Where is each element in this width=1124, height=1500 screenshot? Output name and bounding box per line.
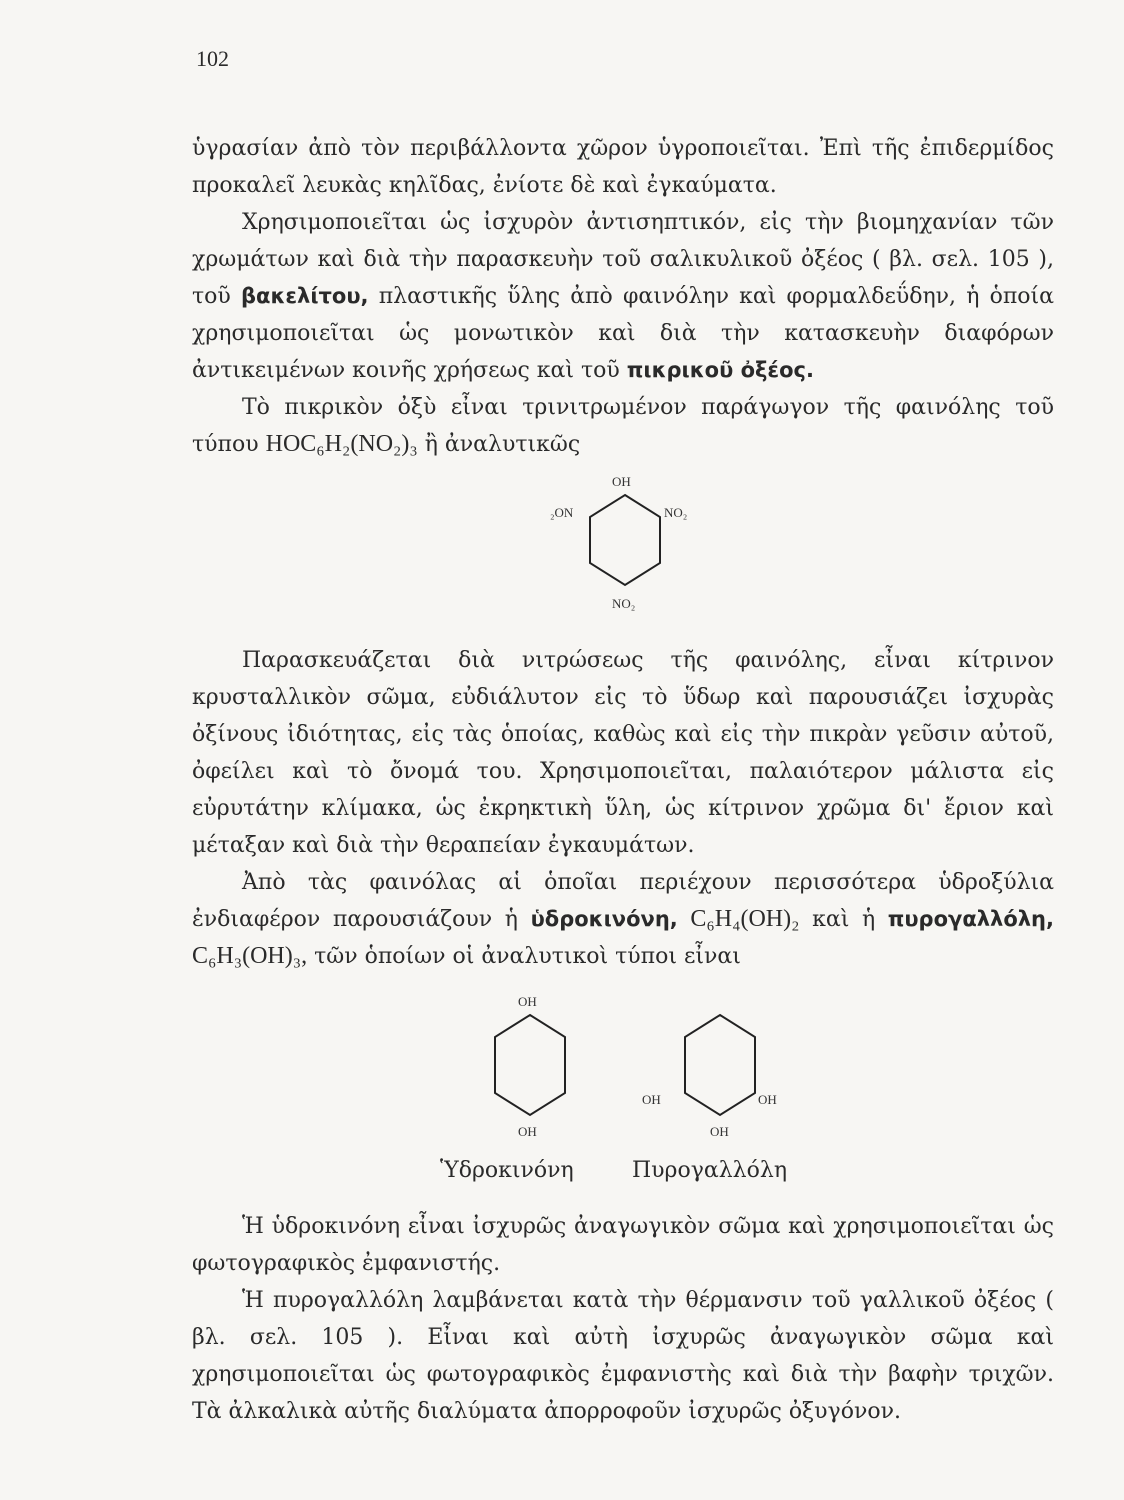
pyrogallol-caption: Πυρογαλλόλη: [632, 1158, 787, 1183]
picric-acid-term: πικρικοῦ ὀξέος.: [626, 358, 814, 382]
hydroquinone-formula: C₆H₄(OH)₂: [690, 906, 800, 932]
paragraph-5-text-b: τῶν ὁποίων οἱ ἀναλυτικοὶ τύποι εἶναι: [314, 944, 741, 969]
pyrogallol-term: πυρογαλλόλη,: [887, 907, 1054, 931]
page-number: 102: [196, 46, 229, 71]
paragraph-4: Παρασκευάζεται διὰ νιτρώσεως τῆς φαινόλης, εἶναι κίτρινον κρυσταλλικὸν σῶμα, εὐδιάλυτον εἰς τὸ ὕδωρ καὶ παρουσιάζει ἰσχυρὰς ὀξίνους ἰδιότητας, εἰς τὰς ὁποίας, καθὼς καὶ εἰς τὴν πικρὰν γεῦσιν αὐτοῦ, ὀφείλει καὶ τὸ ὄνομά του. Χρησιμοποιεῖται, παλαιότερον μάλιστα εἰς εὐρυτάτην κλίμακα, ὡς ἐκρηκτικὴ ὕλη, ὡς κίτρινον χρῶμα δι' ἔριον καὶ μέταξαν καὶ διὰ τὴν θεραπείαν ἐγκαυμάτων.: [192, 648, 1054, 858]
bakelite-term: βακελίτου,: [240, 284, 369, 308]
paragraph-3-text-a: Τὸ πικρικὸν ὀξὺ εἶναι τρινιτρωμένον παράγωγον τῆς φαινόλης τοῦ τύπου: [192, 395, 1054, 457]
pyrogallol-structure: [640, 990, 800, 1150]
paragraph-6: Ἡ ὑδροκινόνη εἶναι ἰσχυρῶς ἀναγωγικὸν σῶμα καὶ χρησιμοποιεῖται ὡς φωτογραφικὸς ἐμφανιστής.: [192, 1214, 1054, 1276]
text-block-top: [192, 130, 1054, 463]
hydroquinone-term: ὑδροκινόνη,: [530, 907, 678, 931]
paragraph-1: ὑγρασίαν ἀπὸ τὸν περιβάλλοντα χῶρον ὑγροποιεῖται. Ἐπὶ τῆς ἐπιδερμίδος προκαλεῖ λευκὰς κηλῖδας, ἐνίοτε δὲ καὶ ἐγκαύματα.: [192, 136, 1054, 198]
pyrogallol-oh-left-label: OH: [642, 1092, 661, 1107]
picric-no2-bottom-label: NO₂: [612, 596, 636, 611]
paragraph-3: [192, 389, 1054, 463]
text-block-bottom: [192, 1208, 1054, 1430]
paragraph-5-text-a: Ἀπὸ τὰς φαινόλας αἱ ὁποῖαι περιέχουν περισσότερα ὑδροξύλια ἐνδιαφέρον παρουσιάζουν ἡ: [192, 870, 1054, 932]
paragraph-2-text-a: Χρησιμοποιεῖται ὡς ἰσχυρὸν ἀντισηπτικόν, εἰς τὴν βιομηχανίαν τῶν χρωμάτων καὶ διὰ τὴν παρασκευὴν τοῦ σαλικυλικοῦ ὀξέος ( βλ. σελ. 105 ), τοῦ: [192, 210, 1054, 309]
picric-acid-formula: HOC₆H₂(NO₂)₃: [265, 431, 418, 457]
picric-no2-right-label: NO₂: [664, 505, 688, 520]
hydroquinone-structure: [465, 990, 595, 1150]
pyrogallol-formula: C₆H₃(OH)₃,: [192, 943, 308, 969]
paragraph-5: [192, 864, 1054, 975]
paragraph-3-text-b: ἢ ἀναλυτικῶς: [424, 432, 581, 457]
hydroquinone-caption: Ὑδροκινόνη: [440, 1158, 574, 1183]
picric-oh-label: OH: [612, 474, 631, 489]
paragraph-7: Ἡ πυρογαλλόλη λαμβάνεται κατὰ τὴν θέρμανσιν τοῦ γαλλικοῦ ὀξέος ( βλ. σελ. 105 ). Εἶναι καὶ αὐτὴ ἰσχυρῶς ἀναγωγικὸν σῶμα καὶ χρησιμοποιεῖται ὡς φωτογραφικὸς ἐμφανιστὴς καὶ διὰ τὴν βαφὴν τριχῶν. Τὰ ἀλκαλικὰ αὐτῆς διαλύματα ἀπορροφοῦν ἰσχυρῶς ὀξυγόνον.: [192, 1288, 1054, 1424]
paragraph-5-text-mid: καὶ ἡ: [812, 907, 876, 932]
hydroquinone-oh-top-label: OH: [518, 994, 537, 1009]
hydroquinone-oh-bottom-label: OH: [518, 1124, 537, 1139]
picric-no2-left-label: ₂ON: [550, 505, 574, 520]
pyrogallol-oh-right-label: OH: [758, 1092, 777, 1107]
pyrogallol-oh-bottom-label: OH: [710, 1124, 729, 1139]
paragraph-2: [192, 204, 1054, 389]
text-block-middle: [192, 642, 1054, 975]
paragraph-2-text-b: πλαστικῆς ὕλης ἀπὸ φαινόλην καὶ φορμαλδεΰδην, ἡ ὁποία χρησιμοποιεῖται ὡς μονωτικὸν καὶ διὰ τὴν κατασκευὴν διαφόρων ἀντικειμένων κοινῆς χρήσεως καὶ τοῦ: [192, 284, 1054, 383]
picric-acid-structure: [540, 470, 690, 620]
